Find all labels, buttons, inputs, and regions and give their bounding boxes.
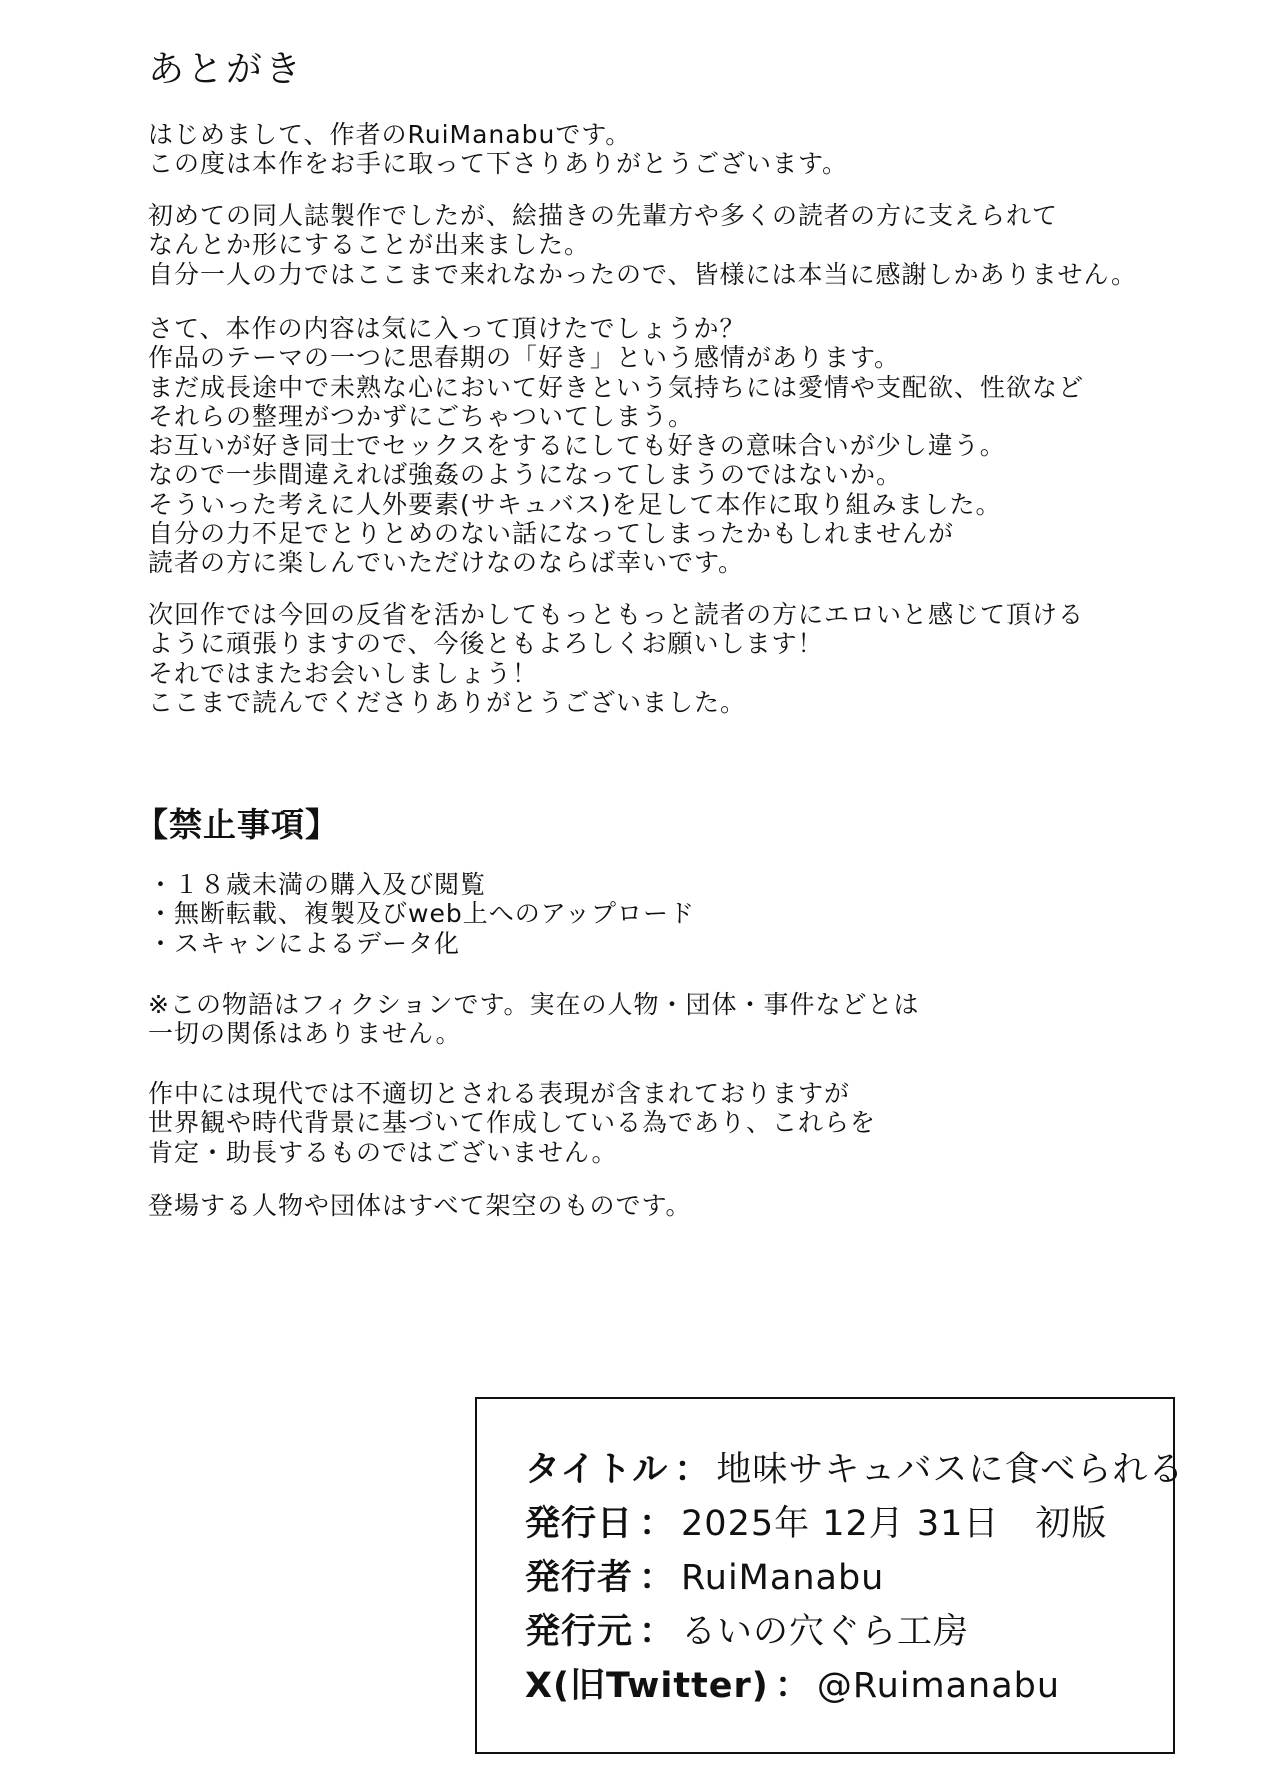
text-line: 次回作では今回の反省を活かしてもっともっと読者の方にエロいと感じて頂ける	[148, 600, 1085, 629]
text-line: それらの整理がつかずにごちゃついてしまう。	[148, 401, 695, 431]
colophon-label: 発行者	[525, 1558, 634, 1598]
afterword-paragraph-closing	[148, 600, 1084, 717]
colophon-label: X(旧Twitter)	[525, 1666, 769, 1706]
afterword-paragraph-thanks	[148, 201, 1137, 289]
colophon-rows	[525, 1443, 1184, 1713]
text-line: ように頑張りますので、今後ともよろしくお願いします！	[148, 629, 824, 659]
text-line: 作品のテーマの一つに思春期の「好き」という感情があります。	[148, 343, 901, 373]
text-line: ※この物語はフィクションです。実在の人物・団体・事件などとは	[148, 990, 920, 1019]
notice-characters	[148, 1191, 692, 1220]
colophon-row-date	[525, 1497, 1184, 1551]
colophon-label: 発行元	[525, 1612, 634, 1652]
colophon-label: 発行日	[525, 1504, 634, 1544]
colophon-row-title	[525, 1443, 1184, 1497]
text-line: お互いが好き同士でセックスをするにしても好きの意味合いが少し違う。	[148, 431, 1006, 461]
colophon-separator: ：	[639, 1612, 676, 1652]
colophon-value: RuiManabu	[681, 1558, 885, 1598]
text-line: なので一歩間違えれば強姦のようになってしまうのではないか。	[148, 460, 903, 490]
colophon-row-x-account	[525, 1659, 1184, 1713]
text-line: そういった考えに人外要素(サキュバス)を足して本作に取り組みました。	[148, 489, 1002, 519]
text-line: 初めての同人誌製作でしたが、絵描きの先輩方や多くの読者の方に支えられて	[148, 201, 1059, 230]
text-line: 自分一人の力ではここまで来れなかったので、皆様には本当に感謝しかありません。	[148, 259, 1138, 289]
colophon-value: 2025年 12月 31日 初版	[681, 1504, 1108, 1544]
text-line: この度は本作をお手に取って下さりありがとうございます。	[148, 149, 849, 179]
colophon-separator: ：	[674, 1450, 711, 1490]
colophon-value: るいの穴ぐら工房	[681, 1612, 970, 1652]
colophon-value: 地味サキュバスに食べられる	[716, 1450, 1185, 1490]
colophon-box	[475, 1397, 1185, 1754]
text-line: 自分の力不足でとりとめのない話になってしまったかもしれませんが	[148, 519, 955, 549]
text-line: ここまで読んでくださりありがとうございました。	[148, 687, 747, 717]
text-line: 作中には現代では不適切とされる表現が含まれておりますが	[148, 1079, 851, 1108]
colophon-value: @Ruimanabu	[816, 1666, 1061, 1706]
text-line: 登場する人物や団体はすべて架空のものです。	[148, 1191, 692, 1220]
prohibitions-list	[148, 870, 695, 958]
text-line: まだ成長途中で未熟な心において好きという気持ちには愛情や支配欲、性欲など	[148, 372, 1085, 402]
text-line: なんとか形にすることが出来ました。	[148, 230, 591, 260]
list-item: ・１８歳未満の購入及び閲覧	[148, 870, 487, 899]
colophon-label: タイトル	[525, 1450, 669, 1490]
afterword-heading: あとがき	[148, 49, 305, 90]
colophon-row-author	[525, 1551, 1184, 1605]
text-line: 世界観や時代背景に基づいて作成している為であり、これらを	[148, 1108, 877, 1138]
text-line: 肯定・助長するものではございません。	[148, 1137, 618, 1167]
afterword-paragraph-greeting	[148, 120, 848, 179]
text-line: はじめまして、作者のRuiManabuです。	[148, 120, 632, 149]
colophon-separator: ：	[639, 1558, 676, 1598]
text-line: 読者の方に楽しんでいただけなのならば幸いです。	[148, 548, 745, 578]
colophon-separator: ：	[774, 1666, 811, 1706]
text-line: 一切の関係はありません。	[148, 1019, 462, 1049]
text-line: さて、本作の内容は気に入って頂けたでしょうか？	[148, 314, 746, 343]
colophon-separator: ：	[639, 1504, 676, 1544]
colophon-row-publisher	[525, 1605, 1184, 1659]
text-line: それではまたお会いしましょう！	[148, 658, 539, 688]
list-item: ・スキャンによるデータ化	[148, 928, 461, 958]
notice-fiction	[148, 990, 919, 1049]
prohibitions-title: 【禁止事項】	[135, 805, 339, 844]
notice-expression	[148, 1079, 876, 1167]
list-item: ・無断転載、複製及びweb上へのアップロード	[148, 899, 695, 929]
afterword-paragraph-theme	[148, 314, 1084, 578]
